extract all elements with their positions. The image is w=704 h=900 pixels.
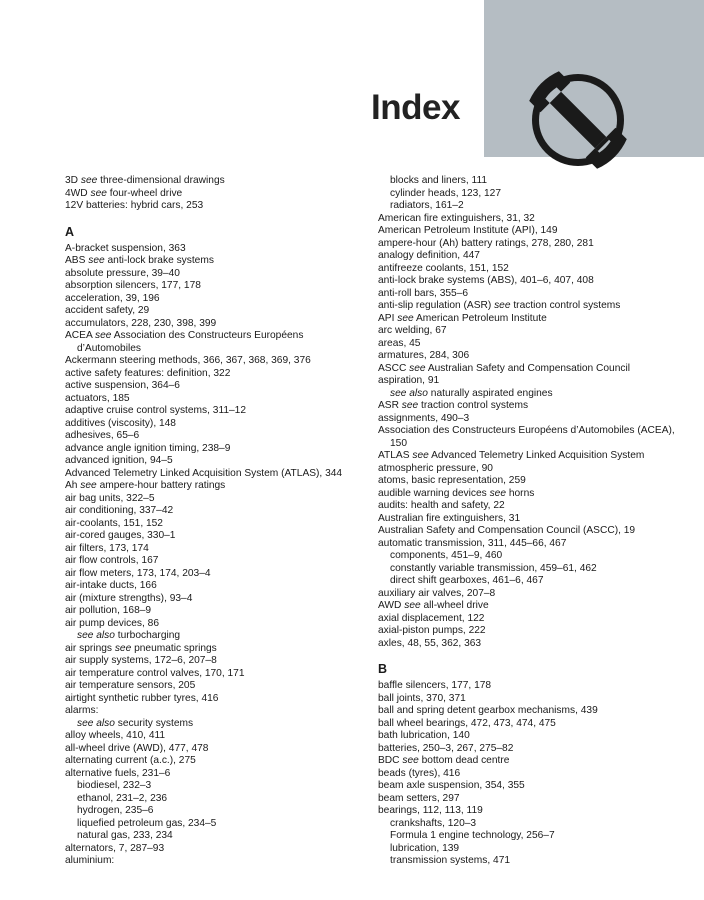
index-subentry: blocks and liners, 111 [390,175,488,186]
index-entry: antifreeze coolants, 151, 152 [378,262,509,274]
index-subentry: natural gas, 233, 234 [77,830,173,841]
index-entry: air flow meters, 173, 174, 203–4 [65,567,211,579]
index-entry: axles, 48, 55, 362, 363 [378,637,482,649]
index-entry: air filters, 173, 174 [65,542,149,554]
index-entry: alloy wheels, 410, 411 [65,730,166,741]
index-entry: bearings, 112, 113, 119 [378,805,483,816]
index-entry: anti-slip regulation (ASR) see traction control systems [378,300,621,311]
index-entry: air bag units, 322–5 [65,492,155,504]
index-entry: bath lubrication, 140 [378,730,470,741]
index-subentry: hydrogen, 235–6 [77,805,154,816]
index-entry: adaptive cruise control systems, 311–12 [65,405,247,416]
index-entry: air pollution, 168–9 [65,605,152,616]
index-entry: alternating current (a.c.), 275 [65,755,196,766]
index-entry: American Petroleum Institute (API), 149 [378,225,558,236]
index-entry: Australian fire extinguishers, 31 [378,512,521,524]
index-entry: ACEA see Association des Constructeurs Européens d’Automobiles [65,330,304,354]
wrench-icon [526,68,630,172]
index-entry: ball joints, 370, 371 [378,692,466,704]
index-entry: advanced ignition, 94–5 [65,455,173,466]
index-entry: atoms, basic representation, 259 [378,475,526,486]
index-subentry: ethanol, 231–2, 236 [77,792,168,804]
index-entry: anti-lock brake systems (ABS), 401–6, 407, 408 [378,275,594,286]
index-entry: ASR see traction control systems [378,400,529,411]
index-entry: ball wheel bearings, 472, 473, 474, 475 [378,717,556,729]
index-entry: air springs see pneumatic springs [65,642,217,654]
index-entry: 3D see three-dimensional drawings [65,175,225,186]
index-entry: AWD see all-wheel drive [378,600,489,611]
index-subentry: direct shift gearboxes, 461–6, 467 [390,575,544,586]
index-entry: American fire extinguishers, 31, 32 [378,212,535,224]
index-entry: actuators, 185 [65,392,130,404]
index-entry: axial displacement, 122 [378,612,485,624]
index-letter-heading: A [65,224,75,239]
index-entry: atmospheric pressure, 90 [378,462,493,474]
index-subentry: radiators, 161–2 [390,200,464,211]
index-subentry: crankshafts, 120–3 [390,817,477,829]
index-entry: air supply systems, 172–6, 207–8 [65,655,217,666]
index-entry: acceleration, 39, 196 [65,292,160,304]
index-column-right [378,175,683,868]
index-entry: analogy definition, 447 [378,250,480,261]
index-entry: batteries, 250–3, 267, 275–82 [378,742,514,754]
index-entry: BDC see bottom dead centre [378,755,510,766]
index-entry: accident safety, 29 [65,305,150,316]
index-entry: adhesives, 65–6 [65,430,140,441]
index-subentry: biodiesel, 232–3 [77,780,152,791]
index-entry: API see American Petroleum Institute [378,312,547,324]
index-subentry: components, 451–9, 460 [390,550,503,561]
index-entry: aspiration, 91 [378,375,440,386]
index-entry: all-wheel drive (AWD), 477, 478 [65,742,209,754]
index-entry: Association des Constructeurs Européens d’Automobiles (ACEA), 150 [378,425,675,449]
index-letter-heading: B [378,662,388,676]
index-entry: air flow controls, 167 [65,555,159,566]
index-entry: alarms: [65,705,99,716]
index-entry: alternative fuels, 231–6 [65,767,171,779]
index-entry: beam axle suspension, 354, 355 [378,780,525,791]
index-subentry: see also naturally aspirated engines [390,387,553,399]
index-entry: Ackermann steering methods, 366, 367, 368, 369, 376 [65,355,311,366]
index-entry: absorption silencers, 177, 178 [65,280,201,291]
page-title: Index [371,88,460,127]
index-entry: areas, 45 [378,337,421,349]
index-entry: active safety features: definition, 322 [65,367,231,379]
index-entry: A-bracket suspension, 363 [65,242,186,254]
index-subentry: see also security systems [77,717,194,729]
index-entry: audits: health and safety, 22 [378,500,505,511]
index-subentry: see also turbocharging [77,630,181,641]
index-entry: air temperature sensors, 205 [65,680,196,691]
index-entry: 4WD see four-wheel drive [65,187,183,199]
index-entry: baffle silencers, 177, 178 [378,680,492,691]
index-entry: accumulators, 228, 230, 398, 399 [65,317,217,329]
index-entry: absolute pressure, 39–40 [65,267,180,279]
index-entry: additives (viscosity), 148 [65,417,176,429]
index-entry: active suspension, 364–6 [65,380,180,391]
index-entry: arc welding, 67 [378,325,447,336]
index-subentry: cylinder heads, 123, 127 [390,187,502,199]
index-subentry: transmission systems, 471 [390,855,511,866]
index-entry: air conditioning, 337–42 [65,505,174,516]
index-entry: 12V batteries: hybrid cars, 253 [65,200,204,211]
index-entry: aluminium: [65,855,115,866]
index-entry: Australian Safety and Compensation Council (ASCC), 19 [378,525,636,536]
index-entry: ampere-hour (Ah) battery ratings, 278, 280, 281 [378,237,594,249]
index-entry: advance angle ignition timing, 238–9 [65,442,231,454]
index-entry: air temperature control valves, 170, 171 [65,667,245,679]
index-entry: air pump devices, 86 [65,617,160,629]
index-subentry: lubrication, 139 [390,842,460,854]
index-column-left [65,175,370,868]
index-entry: ball and spring detent gearbox mechanisms, 439 [378,705,598,716]
index-entry: ABS see anti-lock brake systems [65,255,214,266]
index-entry: ATLAS see Advanced Telemetry Linked Acquisition System [378,450,645,461]
index-entry: audible warning devices see horns [378,487,535,499]
index-entry: automatic transmission, 311, 445–66, 467 [378,537,567,549]
index-entry: Ah see ampere-hour battery ratings [65,480,226,491]
index-subentry: constantly variable transmission, 459–61, 462 [390,562,597,574]
index-entry: auxiliary air valves, 207–8 [378,587,496,599]
index-subentry: liquefied petroleum gas, 234–5 [77,817,217,829]
index-entry: ASCC see Australian Safety and Compensation Council [378,362,631,374]
index-entry: air-cored gauges, 330–1 [65,530,176,541]
index-entry: armatures, 284, 306 [378,350,470,361]
index-entry: air (mixture strengths), 93–4 [65,592,193,604]
index-entry: air-intake ducts, 166 [65,580,157,591]
index-entry: Advanced Telemetry Linked Acquisition System (ATLAS), 344 [65,467,343,479]
index-entry: airtight synthetic rubber tyres, 416 [65,692,219,704]
index-subentry: Formula 1 engine technology, 256–7 [390,830,555,841]
index-entry: assignments, 490–3 [378,412,470,424]
index-entry: air-coolants, 151, 152 [65,517,163,529]
index-entry: beads (tyres), 416 [378,767,461,779]
index-entry: anti-roll bars, 355–6 [378,287,469,299]
index-entry: axial-piston pumps, 222 [378,625,486,636]
index-entry: beam setters, 297 [378,792,460,804]
index-entry: alternators, 7, 287–93 [65,842,165,854]
